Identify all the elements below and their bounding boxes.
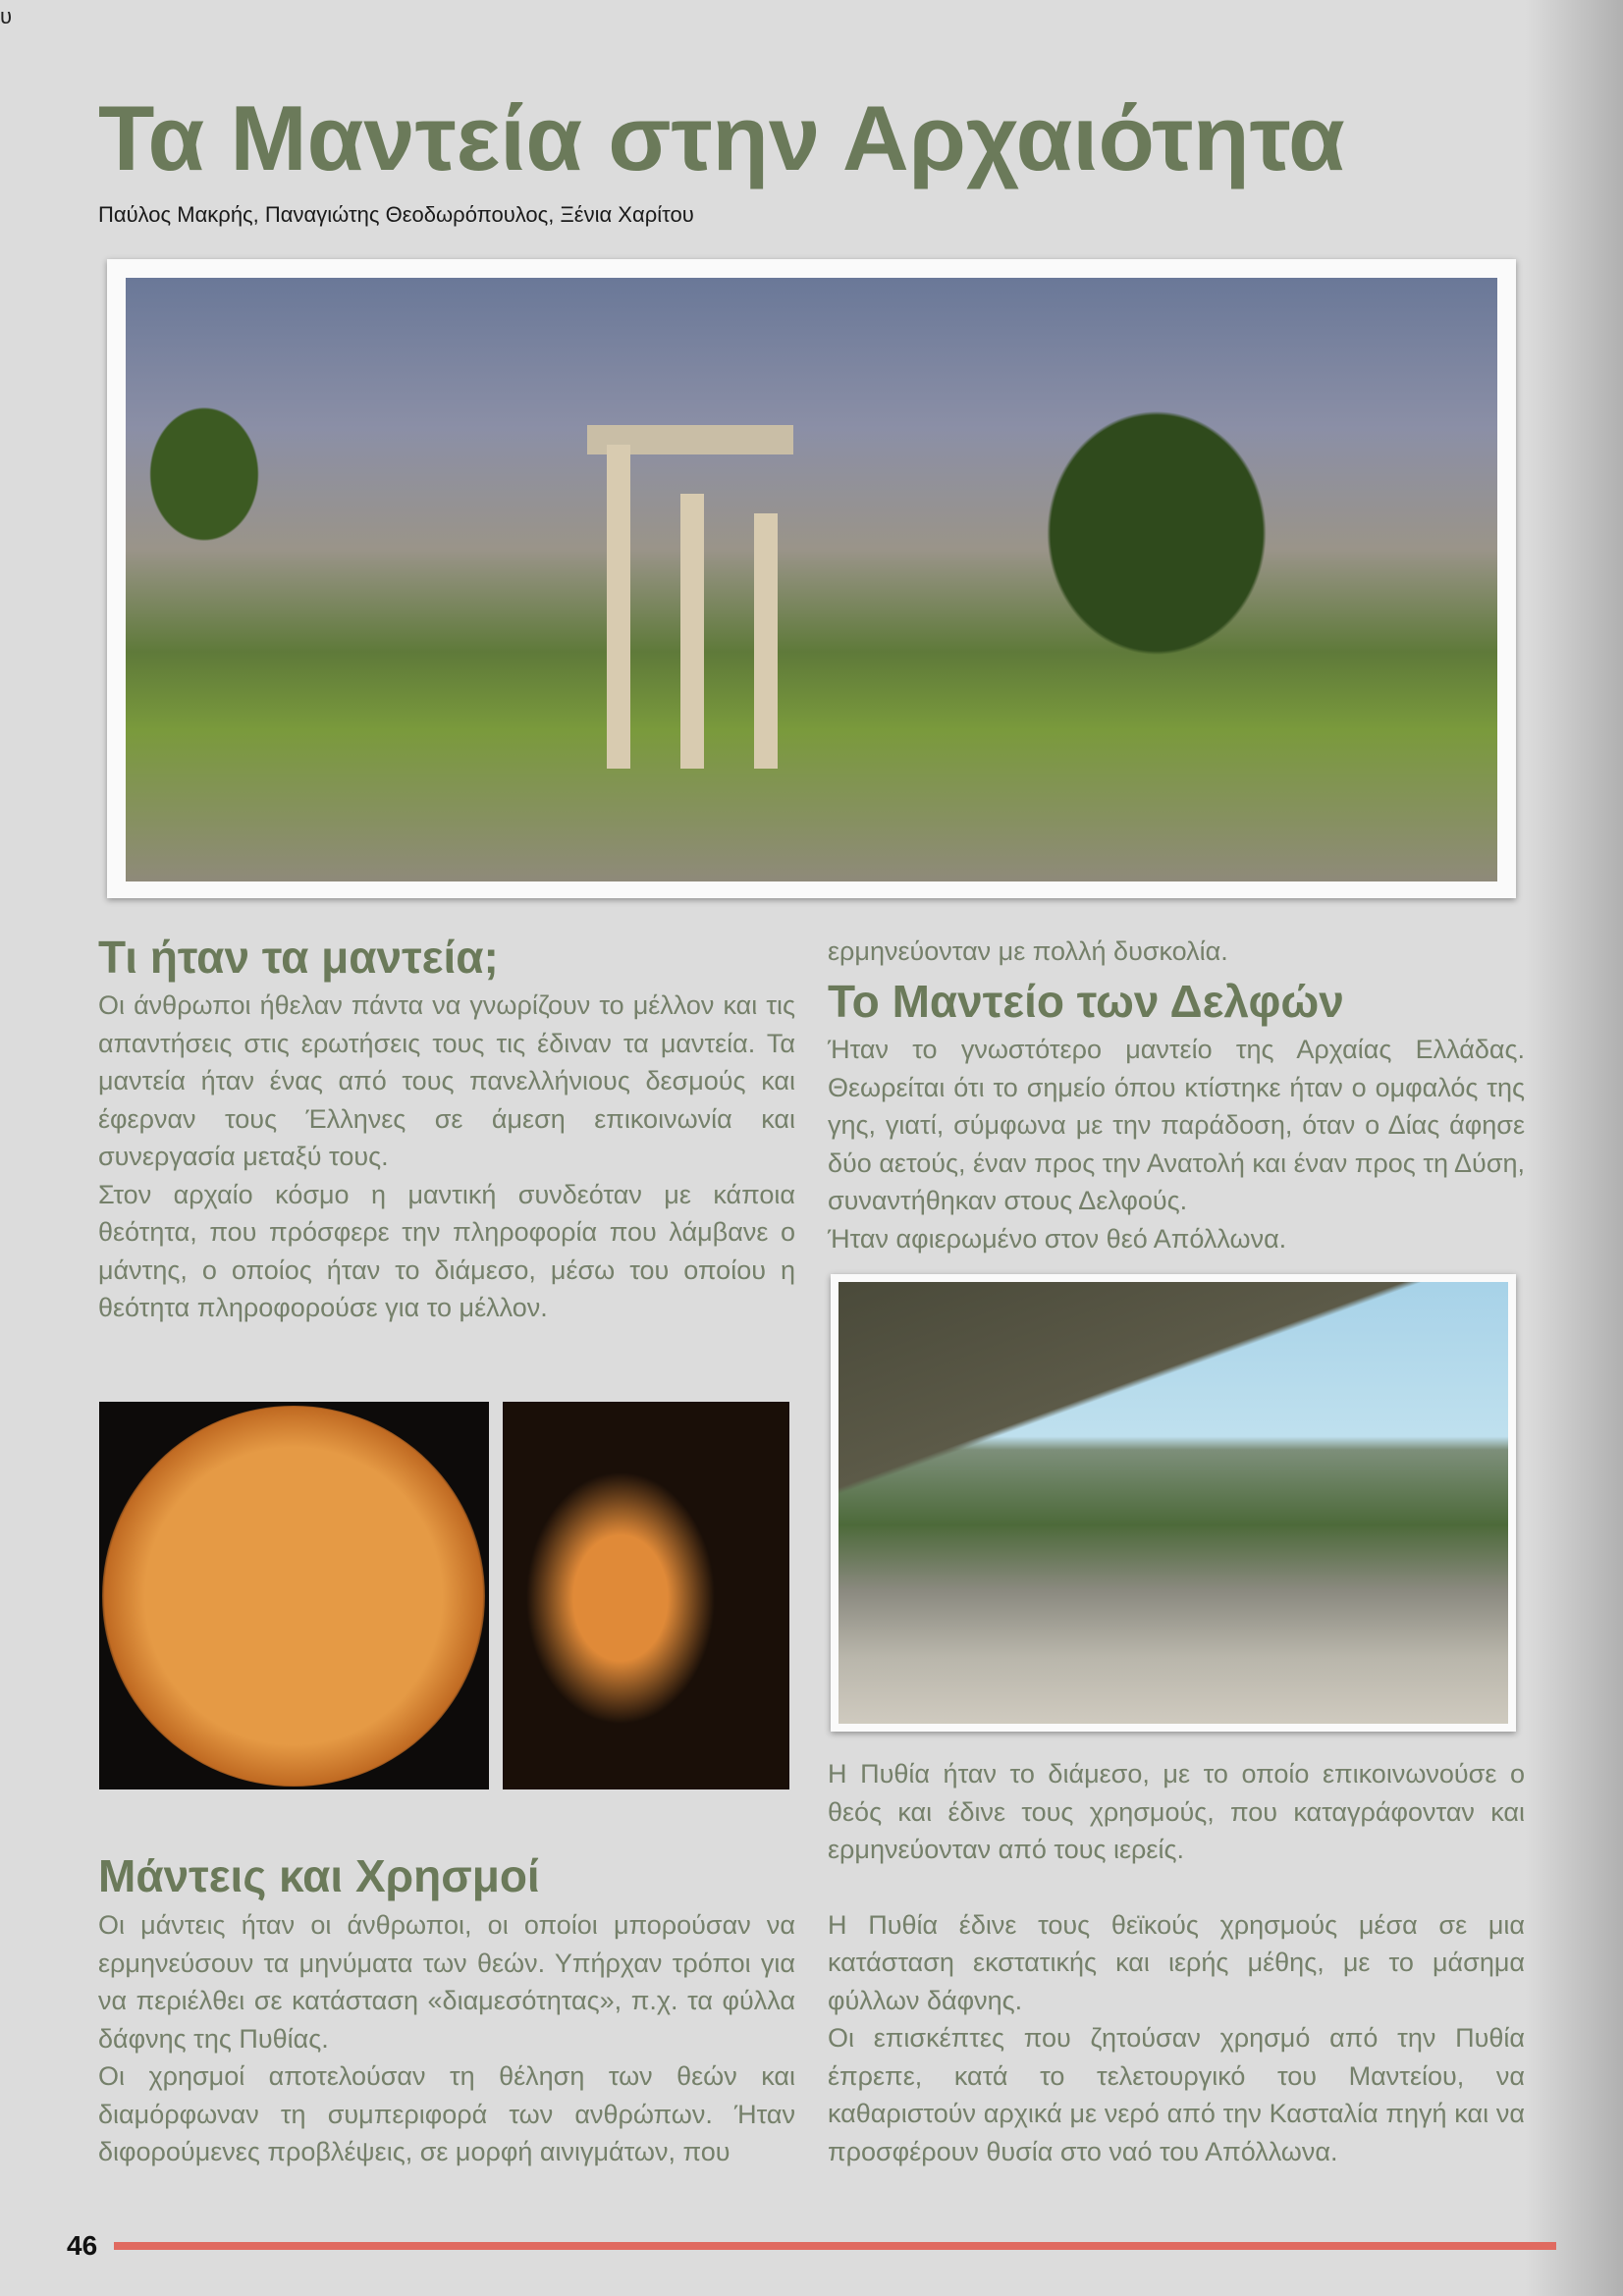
apollo-temple-image bbox=[839, 1282, 1508, 1724]
section-delphi-text bbox=[828, 1031, 1525, 1257]
authors: Παύλος Μακρής, Παναγιώτης Θεοδωρόπουλος, Ξένια Χαρίτου bbox=[98, 202, 694, 227]
section-pythia-text bbox=[828, 1755, 1525, 2170]
kylix-disc bbox=[102, 1406, 485, 1787]
page-gutter-shadow bbox=[1525, 0, 1623, 2296]
section-heading-what-were-oracles: Τι ήταν τα μαντεία; bbox=[98, 932, 499, 983]
paragraph: Η Πυθία έδινε τους θεϊκούς χρησμούς μέσα σε μια κατάσταση εκστατικής και ιερής μέθης, με το μάσημα φύλλων δάφνης. bbox=[828, 1909, 1525, 2015]
paragraph: Ήταν το γνωστότερο μαντείο της Αρχαίας Ελλάδας. Θεωρείται ότι το σημείο όπου κτίστηκε ήταν ο ομφαλός της γης, γιατί, σύμφωνα με την παράδοση, όταν ο Δίας άφησε δύο αετούς, έναν προς την Ανατολή και έναν προς τη Δύση, συναντήθηκαν στους Δελφούς. bbox=[828, 1035, 1525, 1215]
red-figure-vase-image bbox=[503, 1402, 789, 1789]
delphi-landscape-photo bbox=[831, 1274, 1516, 1732]
tholos-column bbox=[680, 494, 704, 769]
page-title: Τα Μαντεία στην Αρχαιότητα bbox=[98, 86, 1345, 189]
corner-glyph: υ bbox=[0, 4, 13, 28]
red-figure-kylix-image bbox=[99, 1402, 489, 1789]
paragraph: Οι άνθρωποι ήθελαν πάντα να γνωρίζουν το μέλλον και τις απαντήσεις στις ερωτήσεις τους τις έδιναν τα μαντεία. Τα μαντεία ήταν ένας από τους πανελλήνιους δεσμούς και έφερναν τους Έλληνες σε άμεση επικοινωνία και συνεργασία μεταξύ τους. bbox=[98, 990, 795, 1171]
delphi-tholos-photo bbox=[107, 259, 1516, 898]
tholos-column bbox=[754, 513, 778, 769]
paragraph: ερμηνεύονταν με πολλή δυσκολία. bbox=[828, 936, 1228, 966]
section-heading-seers-and-oracles: Μάντεις και Χρησμοί bbox=[98, 1850, 540, 1901]
section-heading-delphi-oracle: Το Μαντείο των Δελφών bbox=[828, 976, 1344, 1027]
paragraph: Στον αρχαίο κόσμο η μαντική συνδεόταν με κάποια θεότητα, που πρόσφερε την πληροφορία που λάμβανε ο μάντης, ο οποίος ήταν το διάμεσο, μέσω του οποίου η θεότητα πληροφορούσε για το μέλλον. bbox=[98, 1179, 795, 1322]
section-what-were-oracles-text bbox=[98, 987, 795, 1327]
footer-rule bbox=[114, 2242, 1556, 2250]
tholos-column bbox=[607, 445, 630, 769]
paragraph: Οι χρησμοί αποτελούσαν τη θέληση των θεών και διαμόρφωναν τη συμπεριφορά των ανθρώπων. Ήταν διφορούμενες προβλέψεις, σε μορφή αινιγμάτων, που bbox=[98, 2061, 795, 2166]
paragraph: Οι μάντεις ήταν οι άνθρωποι, οι οποίοι μπορούσαν να ερμηνεύσουν τα μηνύματα των θεών. Υπήρχαν τρόποι για να περιέλθει σε κατάσταση «διαμεσότητας», π.χ. τα φύλλα δάφνης της Πυθίας. bbox=[98, 1910, 795, 2054]
paragraph: Η Πυθία ήταν το διάμεσο, με το οποίο επικοινωνούσε ο θεός και έδινε τους χρησμούς, που καταγράφονταν και ερμηνεύονταν από τους ιερείς. bbox=[828, 1759, 1525, 1864]
continuation-text bbox=[828, 933, 1525, 971]
paragraph: Ήταν αφιερωμένο στον θεό Απόλλωνα. bbox=[828, 1223, 1287, 1254]
paragraph: Οι επισκέπτες που ζητούσαν χρησμό από την Πυθία έπρεπε, κατά το τελετουργικό του Μαντείου, να καθαριστούν αρχικά με νερό από την Κασταλία πηγή και να προσφέρουν θυσία στο ναό του Απόλλωνα. bbox=[828, 2023, 1525, 2166]
tholos-image bbox=[126, 278, 1497, 881]
section-seers-text bbox=[98, 1906, 795, 2171]
page-number: 46 bbox=[67, 2230, 98, 2261]
